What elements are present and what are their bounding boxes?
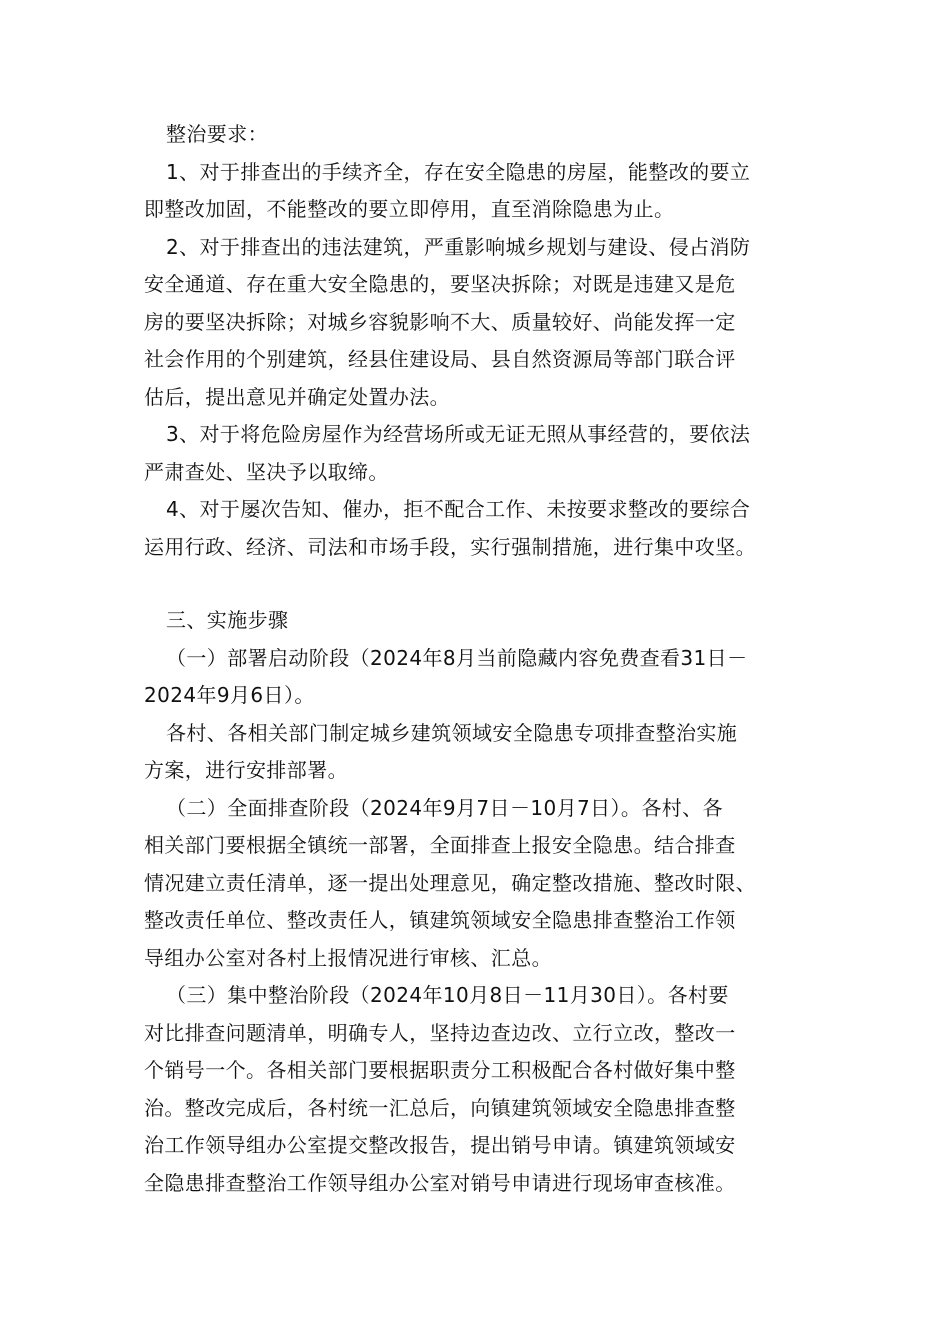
paragraph-line: （一）部署启动阶段（2024年8月当前隐藏内容免费查看31日－ <box>166 646 748 670</box>
paragraph-line: 情况建立责任清单，逐一提出处理意见，确定整改措施、整改时限、 <box>144 871 756 895</box>
paragraph-line: 整改责任单位、整改责任人，镇建筑领域安全隐患排查整治工作领 <box>144 908 736 932</box>
paragraph-line: 个销号一个。各相关部门要根据职责分工积极配合各村做好集中整 <box>144 1058 736 1082</box>
paragraph-line: 社会作用的个别建筑，经县住建设局、县自然资源局等部门联合评 <box>144 347 736 371</box>
paragraph-line: （三）集中整治阶段（2024年10月8日－11月30日）。各村要 <box>166 983 729 1007</box>
paragraph-line: 治。整改完成后，各村统一汇总后，向镇建筑领域安全隐患排查整 <box>144 1096 736 1120</box>
paragraph-line: 全隐患排查整治工作领导组办公室对销号申请进行现场审查核准。 <box>144 1171 736 1195</box>
paragraph-line: （二）全面排查阶段（2024年9月7日－10月7日）。各村、各 <box>166 796 723 820</box>
section-heading-implementation-steps: 三、实施步骤 <box>166 608 289 632</box>
paragraph-line: 4、对于屡次告知、催办，拒不配合工作、未按要求整改的要综合 <box>166 497 751 521</box>
paragraph-line: 治工作领导组办公室提交整改报告，提出销号申请。镇建筑领域安 <box>144 1133 736 1157</box>
paragraph-line: 估后，提出意见并确定处置办法。 <box>144 385 450 409</box>
paragraph-line: 对比排查问题清单，明确专人，坚持边查边改、立行立改，整改一 <box>144 1021 736 1045</box>
paragraph-line: 3、对于将危险房屋作为经营场所或无证无照从事经营的，要依法 <box>166 422 751 446</box>
heading-rectification-requirements: 整治要求： <box>166 122 268 146</box>
paragraph-line: 安全通道、存在重大安全隐患的，要坚决拆除；对既是违建又是危 <box>144 272 736 296</box>
paragraph-line: 导组办公室对各村上报情况进行审核、汇总。 <box>144 946 552 970</box>
paragraph-line: 相关部门要根据全镇统一部署，全面排查上报安全隐患。结合排查 <box>144 833 736 857</box>
paragraph-line: 方案，进行安排部署。 <box>144 758 348 782</box>
paragraph-line: 房的要坚决拆除；对城乡容貌影响不大、质量较好、尚能发挥一定 <box>144 310 736 334</box>
paragraph-line: 运用行政、经济、司法和市场手段，实行强制措施，进行集中攻坚。 <box>144 535 756 559</box>
paragraph-line: 严肃查处、坚决予以取缔。 <box>144 460 389 484</box>
paragraph-line: 2024年9月6日）。 <box>144 683 315 707</box>
paragraph-line: 即整改加固，不能整改的要立即停用，直至消除隐患为止。 <box>144 197 675 221</box>
paragraph-line: 各村、各相关部门制定城乡建筑领域安全隐患专项排查整治实施 <box>166 721 738 745</box>
paragraph-line: 1、对于排查出的手续齐全，存在安全隐患的房屋，能整改的要立 <box>166 160 751 184</box>
paragraph-line: 2、对于排查出的违法建筑，严重影响城乡规划与建设、侵占消防 <box>166 235 751 259</box>
